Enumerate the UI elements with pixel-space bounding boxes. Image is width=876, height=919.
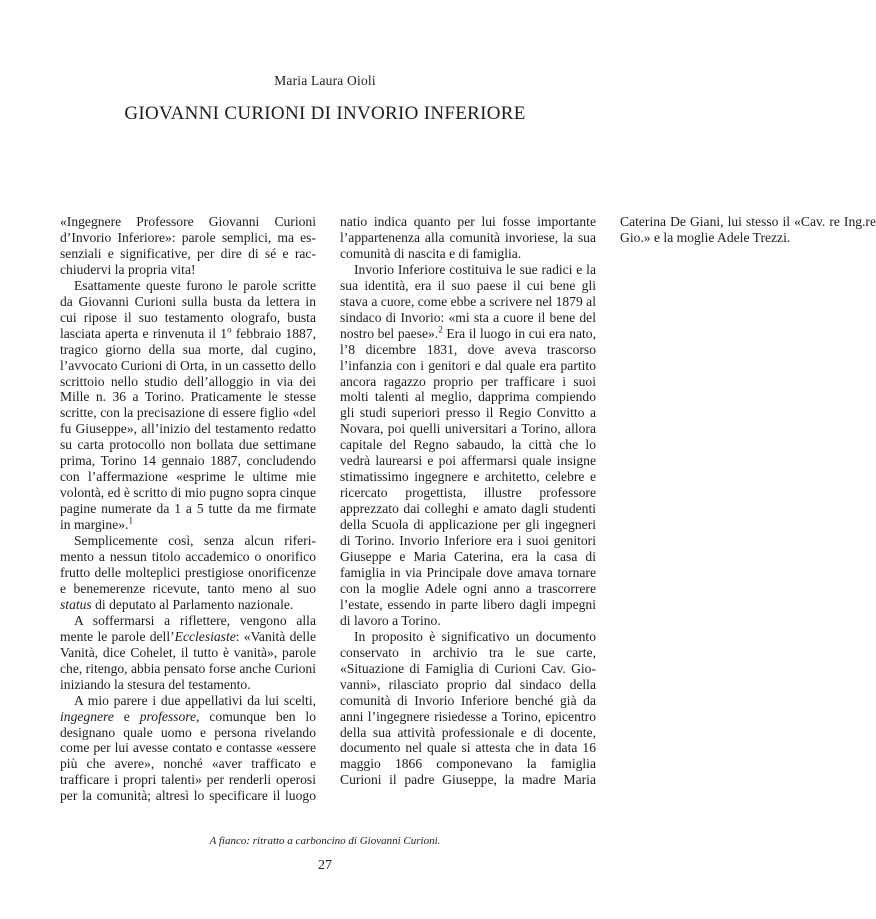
text-run: e <box>113 708 140 724</box>
image-caption: A fianco: ritratto a carboncino di Giovanni Curioni. <box>209 835 441 847</box>
text-run: A mio parere i due appellativi da lui scelti, <box>74 692 316 708</box>
emphasized-text: status <box>60 596 92 612</box>
emphasized-text: Ecclesiaste <box>174 628 236 644</box>
text-run: In proposito è significativo un documento conservato in archivio tra le sue carte, «Situazione di Famiglia di Curioni Cav. Giovanni», rilasciato proprio dal sindaco della comunità di Invorio Inferiore benché già da anni l’ingegnere risiedesse a Torino, epicentro della sua attività professionale e di docente, documento nel quale si attesta che in data 16 maggio 1866 componevano la famiglia Curioni il padre Giuseppe, la madre Maria Caterina De Giani, lui stesso il «Cav. re Ing.re Gio.» e la moglie Adele Trezzi. <box>340 214 876 788</box>
body-paragraph <box>60 278 316 533</box>
text-run: febbraio 1887, tragico giorno della sua morte, dal cugino, l’avvocato Curioni di Orta, in un cassetto dello scrittoio nello studio dell’alloggio in via dei Mille n. 36 a Torino. Praticamente le stesse scritte, con la precisazione di essere figlio «del fu Giuseppe», all’inizio del testamento redatto su carta protocollo non bollata due settimane prima, Torino 14 gennaio 1887, concludendo con l’affermazione «esprime le ultime mie volontà, ed è scritto di mio pugno sopra cinque pagine numerate da 1 a 5 tutte da me firmate in margine». <box>60 325 317 533</box>
body-paragraph <box>60 613 316 693</box>
author-name: Maria Laura Oioli <box>274 73 376 88</box>
article-body <box>60 214 876 814</box>
text-run: Esattamente queste furono le parole scritte da Giovanni Curioni sulla busta da lettera in cui ripose il suo testamento olografo, busta lasciata aperta e rinvenuta il 1 <box>60 277 316 341</box>
text-run: Semplicemente così, senza alcun riferimento a nessun titolo accademico o onorifico frutto delle molteplici prestigiose onorificenze e benemerenze ricevute, tanto meno al suo <box>60 533 316 596</box>
text-run: «Ingegnere Professore Giovanni Curioni d’Invorio Inferiore»: parole semplici, ma essenziali e significative, per dire di sé e racchiudervi la propria vita! <box>60 214 316 277</box>
page-number: 27 <box>318 858 332 873</box>
article-title: GIOVANNI CURIONI DI INVORIO INFERIORE <box>124 103 526 124</box>
body-paragraph <box>60 533 316 613</box>
emphasized-text: ingegnere <box>60 708 114 724</box>
emphasized-text: professore <box>139 708 197 724</box>
text-run: , comunque ben lo designano quale uomo e persona rivelando come per lui avesse contato e contasse «essere più che avere», nonché «aver trafficato e trafficare i propri talenti» per renderli operosi per la comunità; altresì lo specificare il luogo natio indica quanto per lui fosse importante l’appartenenza alla comunità invoriese, la sua comunità di nascita e di famiglia. <box>60 214 596 804</box>
body-paragraph <box>340 262 596 629</box>
text-run: Invorio Inferiore costituiva le sue radici e la sua identità, era il suo paese il cui bene gli stava a cuore, come ebbe a scrivere nel 1879 al sindaco di Invorio: «mi sta a cuore il bene del nostro bel paese». <box>340 261 596 341</box>
text-run: : «Vanità delle Vanità, dice Cohelet, il tutto è vanità», parole che, ritengo, abbia pensato forse anche Curioni iniziando la stesura del testamento. <box>60 628 316 692</box>
text-run: A soffermarsi a riflettere, vengono alla mente le parole dell’ <box>60 612 316 644</box>
footnote-marker: o <box>227 324 232 335</box>
body-paragraph <box>60 214 316 278</box>
text-run: Era il luogo in cui era nato, l’8 dicembre 1831, dove aveva trascorso l’infanzia con i genitori e dal quale era partito ancora ragazzo proprio per trafficare i suoi molti talenti al meglio, dapprima compiendo gli studi superiori presso il Regio Convitto a Novara, poi quelli universitari a Torino, allora capitale del Regno sabaudo, la città che lo vedrà laurearsi e poi affermarsi quale insigne stimatissimo ingegnere e architetto, celebre e ricercato progettista, illustre professore apprezzato dai colleghi e amato dagli studenti della Scuola di applicazione per gli ingegneri di Torino. Invorio Inferiore era i suoi genitori Giuseppe e Maria Caterina, era la casa di famiglia in via Principale dove amava tornare con la moglie Adele ogni anno a trascorrere l’estate, essendo in parte libero dagli impegni di lavoro a Torino. <box>340 325 596 628</box>
text-run: di deputato al Parlamento nazionale. <box>91 596 294 612</box>
footnote-marker: 2 <box>438 324 443 335</box>
footnote-marker: 1 <box>128 515 133 526</box>
